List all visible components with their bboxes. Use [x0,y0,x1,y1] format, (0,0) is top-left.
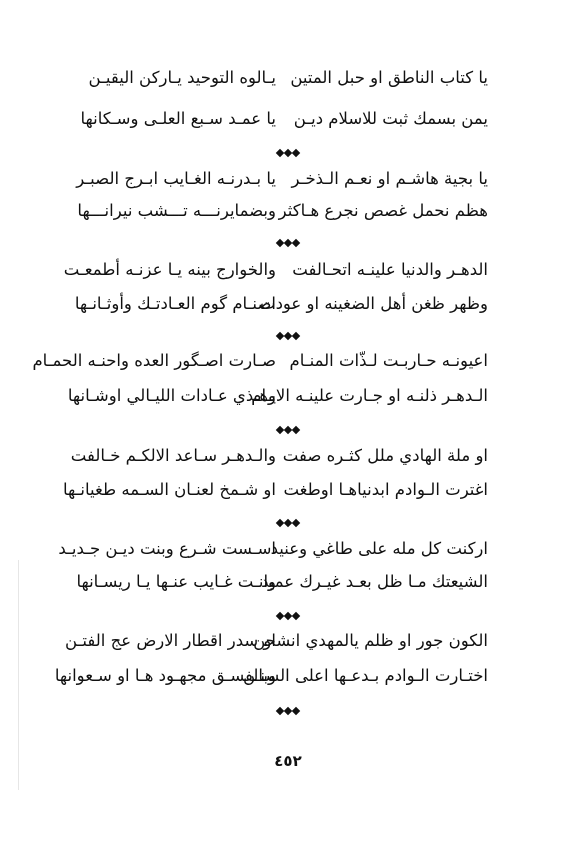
hemistich-first: اعيونـه حـاربـت لـذّات المنـام [289,351,488,370]
hemistich-first: اركنت كل مله على طاغي وعنيد [270,539,488,558]
verse-line [0,533,576,565]
stanza-separator [0,516,576,530]
hemistich-second: وبالفسـق مجهـود هـا او سـعوانها [54,666,276,685]
hemistich-first: الشيعتك مـا ظل بعـد غيـرك عميد [261,572,488,591]
hemistich-first: او ملة الهادي ملل كثـره صفت [282,446,488,465]
hemistich-first: يا كتاب الناطق او حبل المتين [290,68,488,87]
verse-line [0,440,576,472]
hemistich-second: وانـت غـايب عنـها يـا ريسـانها [76,572,276,591]
diamond-ornament [292,707,300,715]
diamond-ornament [292,612,300,620]
hemistich-second: يا بـدرنـه الغـايب ابـرج الصبـر [76,169,276,188]
page-number: ٤٥٢ [274,752,302,770]
hemistich-second: اصنـام گوم العـادتـك وأوثـانـها [74,294,276,313]
hemistich-second: صـارت اصـگور العده واحنـه الحمـام [32,351,276,370]
hemistich-second: او شـمخ لعنـان السـمه طغيانـها [62,480,276,499]
verse-line [0,474,576,506]
stanza-separator [0,236,576,250]
hemistich-second: والخوارج بينه يـا عزنـه أطمعـت [63,260,276,279]
hemistich-first: اختـارت الـوادم بـدعـها اعلى السنـن [243,666,488,685]
diamond-ornament [292,332,300,340]
stanza-separator [0,704,576,718]
verse-line [0,254,576,286]
hemistich-second: يـالوه التوحيد يـاركن اليقيـن [88,68,276,87]
hemistich-first: اغترت الـوادم ابدنياهـا اوطغت [283,480,488,499]
verse-line [0,625,576,657]
stanza-separator [0,423,576,437]
verse-line [0,195,576,227]
verse-line [0,163,576,195]
verse-line [0,380,576,412]
hemistich-first: هظم نحمل غصص نجرع هـاكثر [278,201,488,220]
diamond-ornament [292,239,300,247]
hemistich-first: يمن بسمك ثبت للاسلام ديـن [293,109,488,128]
hemistich-first: الكون جور او ظلم يالمهدي انشحن [253,631,488,650]
verse-line [0,345,576,377]
stanza-separator [0,146,576,160]
hemistich-second: والـدهـر سـاعد الالكـم خـالفت [70,446,276,465]
verse-line [0,103,576,135]
verse-line [0,566,576,598]
diamond-ornament [292,149,300,157]
diamond-ornament [292,426,300,434]
hemistich-first: وظهر ظغن أهل الضغينه او عودت [260,294,488,313]
stanza-separator [0,609,576,623]
hemistich-first: الـدهـر ذلنـه او جـارت علينـه الايـام [251,386,488,405]
hemistich-second: يا عمـد سـبع العلـى وسـكانها [80,109,276,128]
hemistich-second: وهـذي عـادات الليـالي اوشـانها [67,386,276,405]
hemistich-second: اسـست شـرع وبنت ديـن جـديـد [58,539,276,558]
stanza-separator [0,329,576,343]
hemistich-second: او سدر اقطار الارض عج الفتـن [65,631,276,650]
diamond-ornament [292,519,300,527]
verse-line [0,660,576,692]
hemistich-first: يا بجية هاشـم او نعـم الـذخـر [291,169,488,188]
hemistich-first: الدهـر والدنيا علينـه اتحـالفت [292,260,488,279]
verse-line [0,288,576,320]
scan-edge-shadow [18,560,19,790]
verse-line [0,62,576,94]
hemistich-second: وبضمايرنـــه تـــشب نيرانـــها [77,201,276,220]
